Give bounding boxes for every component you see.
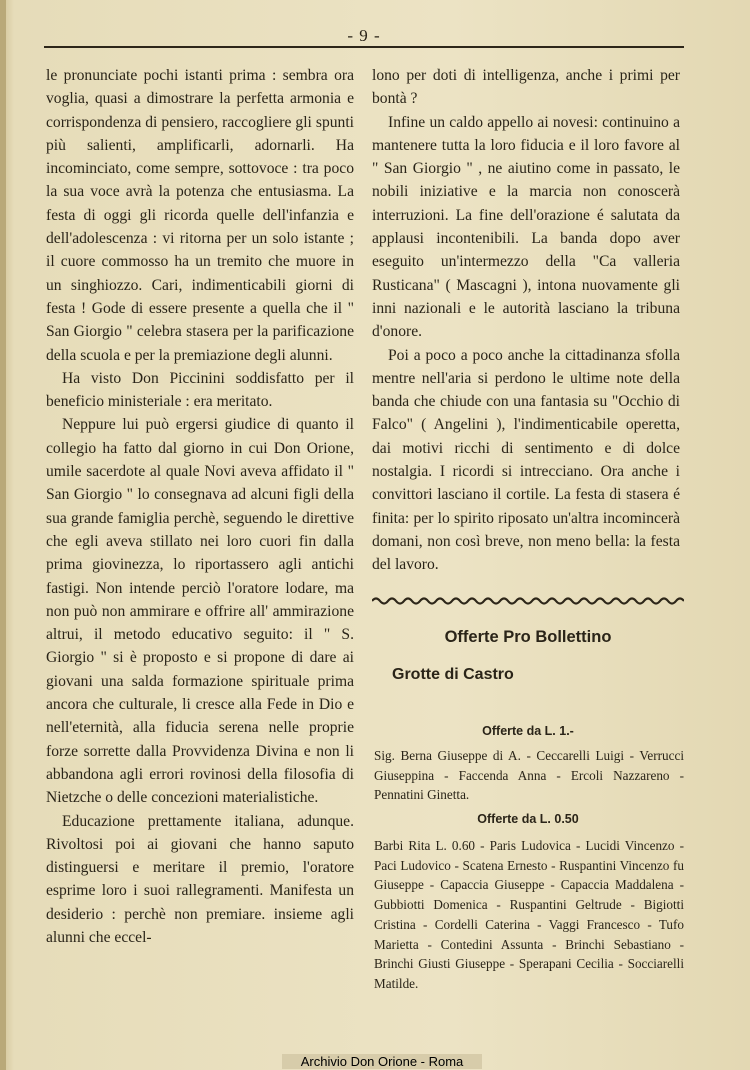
offerte-group1-heading: Offerte da L. 1.- — [482, 724, 574, 738]
offerte-group2-names: Barbi Rita L. 0.60 - Paris Ludovica - Lucidi Vincenzo - Paci Ludovico - Scatena Ernesto - Ruspantini Vincenzo fu Giuseppe - Capaccia Giuseppe - Capaccia Maddalena - Gubbiotti Domenica - Ruspantini Geltrude - Bigiotti Cristina - Cordelli Caterina - Vaggi Francesco - Tufo Marietta - Contedini Assunta - Brinchi Sebastiano - Brinchi Giusti Giuseppe - Sperapani Cecilia - Socciarelli Matilde. — [374, 838, 684, 991]
offerte-location: Grotte di Castro — [392, 666, 514, 683]
offerte-title: Offerte Pro Bollettino — [444, 628, 612, 646]
offerte-group1-names: Sig. Berna Giuseppe di A. - Ceccarelli Luigi - Verrucci Giuseppina - Faccenda Anna - Ercoli Nazzareno - Pennatini Ginetta. — [374, 748, 684, 803]
archive-label: Archivio Don Orione - Roma — [282, 1054, 482, 1069]
offerte-group2-heading: Offerte da L. 0.50 — [477, 812, 579, 826]
paragraph: Infine un caldo appello ai novesi: continuino a mantenere tutta la loro fiducia e il loro favore al " San Giorgio " , ne aiutino come in passato, le nobili iniziative e la marcia non conoscerà interruzioni. La fine dell'orazione é salutata da applausi incontenibili. La banda dopo aver eseguito un'intermezzo della "Ca valleria Rusticana" ( Mascagni ), intona nuovamente gli inni nazionali e le autorità lasciano la tribuna d'onore. — [372, 113, 680, 341]
paragraph: Educazione prettamente italiana, adunque. Rivoltosi poi ai giovani che hanno saputo distinguersi e meritare il premio, l'oratore esprime loro i suoi rallegramenti. Manifesta un desiderio : perchè non premiare. insieme agli alunni che eccel- — [46, 812, 354, 946]
page-number: - 9 - — [347, 26, 381, 45]
paragraph: Neppure lui può ergersi giudice di quanto il collegio ha fatto dal giorno in cui Don Orione, umile sacerdote al quale Novi aveva affidato il " San Giorgio " lo consegnava ad alcuni figli della sua grande famiglia perchè, seguendo le direttive che egli aveva stillato nei loro cuori fin dalla prima giovinezza, lo riportassero agli antichi fastigi. Non intende perciò l'oratore lodare, ma non può non ammirare e offrire all' ammirazione altrui, il metodo educativo seguito: il " S. Giorgio " si è proposto e si propone di dare ai giovani una salda formazione spirituale prima ancora che culturale, li cresce alla Fede in Dio e nell'eternità, alla fiducia serena nelle proprie forze sorrette dalla Provvidenza Divina e non li abbandona agli errori rovinosi della filosofia di Nietzche o delle concezioni materialistiche. — [46, 416, 354, 807]
paragraph: le pronunciate pochi istanti prima : sembra ora voglia, quasi a dimostrare la perfetta armonia e corrispondenza di pensiero, raccogliere gli spunti più salienti, amplificarli, adornarli. Ha incominciato, come sempre, sottovoce : tra poco la sua voce avrà la potenza che entusiasma. La festa di oggi gli ricorda quelle dell'infanzia e dell'adolescenza : vi ritorna per un solo istante ; il cuore commosso ha un tremito che muore in un singhiozzo. Cari, indimenticabili giorni di festa ! Gode di essere presente a quella che il " San Giorgio " celebra stasera per la parificazione della scuola e per la premiazione degli alunni. — [46, 67, 354, 364]
paragraph: Ha visto Don Piccinini soddisfatto per il beneficio ministeriale : era meritato. — [46, 369, 354, 411]
left-column — [46, 64, 354, 949]
paragraph: lono per doti di intelligenza, anche i primi per bontà ? — [372, 67, 680, 108]
decorative-divider — [372, 596, 684, 606]
page-binding-edge — [0, 0, 6, 1070]
header-rule — [44, 46, 684, 48]
paragraph: Poi a poco a poco anche la cittadinanza sfolla mentre nell'aria si perdono le ultime note della banda che chiude con una fantasia su "Occhio di Falco" ( Angelini ), l'indimenticabile operetta, dai motivi ricchi di sentimento e di dolce nostalgia. I ricordi si intrecciano. Ora anche i convittori lasciano il cortile. La festa di stasera é finita: per lo spirito riposato un'altra incomincerà domani, non così breve, non meno bella: la festa del lavoro. — [372, 346, 680, 574]
right-column — [372, 64, 680, 577]
